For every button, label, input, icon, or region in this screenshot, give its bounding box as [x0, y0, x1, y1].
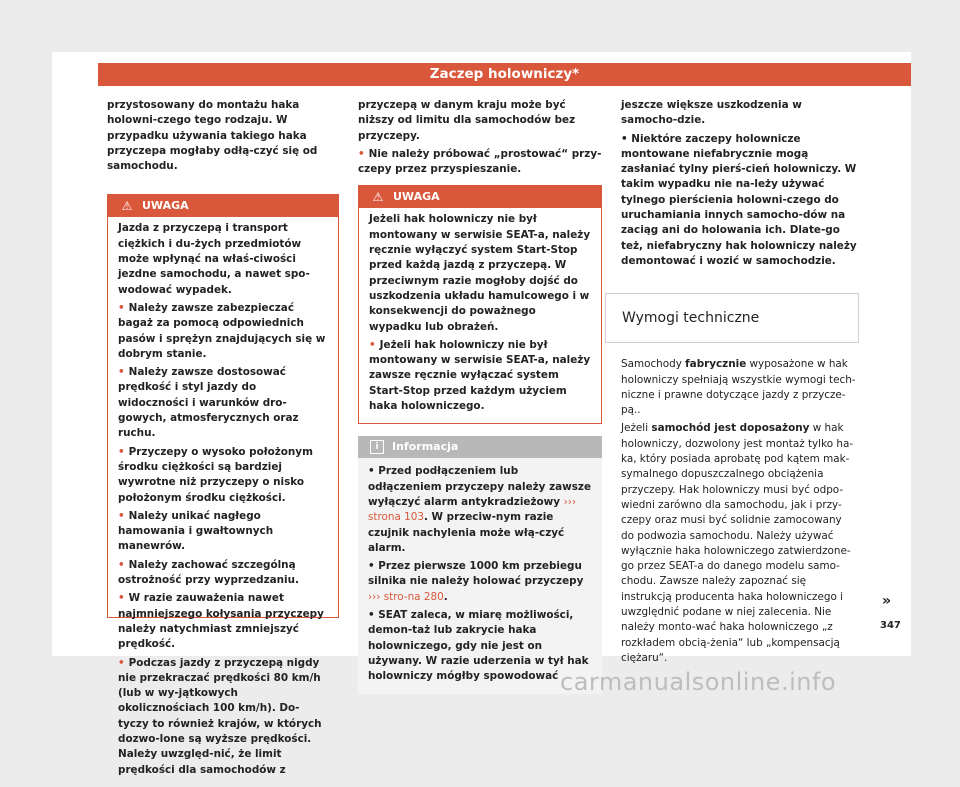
bullet-icon: •: [118, 445, 125, 458]
info-body: [358, 458, 602, 693]
list-item: • W razie zauważenia nawet najmniejszego kołysania przyczepy należy natychmiast zmniejszyć prędkość.: [118, 592, 324, 651]
bullet-icon: •: [118, 656, 125, 669]
list-item: • Podczas jazdy z przyczepą nigdy nie przekraczać prędkości 80 km/h (lub w wy-jątkowych okolicznościach 100 km/h). Do-tyczy to również krajów, w których dozwo-lone są wyższe prędkości. Należy uwzględ-nić, że limit prędkości dla samochodów z: [118, 656, 322, 776]
bullet-icon: •: [118, 558, 125, 571]
warning-triangle-icon: ⚠: [121, 199, 133, 214]
paragraph: Jeżeli samochód jest doposażony w hak holowniczy, dozwolony jest montaż tylko ha-ka, który posiada aprobatę pod kątem mak-symalnego dopuszczalnego obciążenia przyczepy. Hak holowniczy musi być odpo-wiedni zarówno dla samochodu, jak i przy-czepy oraz musi być solidnie zamocowany do podwozia samochodu. Należy używać wyłącznie haka holowniczego zatwierdzone-go przez SEAT-a do danego modelu samo-chodu. Zawsze należy zapoznać się instrukcją producenta haka holowniczego i uwzględnić podane w niej zalecenia. Nie należy monto-wać haka holowniczego „z rozkładem obcią-żenia“ lub „kompensacją ciężaru“.: [621, 422, 854, 664]
info-icon: i: [370, 440, 384, 454]
list-item: • Należy zawsze zabezpieczać bagaż za pomocą odpowiednich pasów i sprężyn znajdujących się w dobrym stanie.: [118, 301, 326, 360]
bullet-icon: •: [118, 366, 125, 379]
continue-arrow-icon: »: [882, 593, 892, 609]
paragraph: Samochody fabrycznie wyposażone w hak holowniczy spełniają wszystkie wymogi tech-niczne i prawne dotyczące jazdy z przycze-pą..: [621, 358, 856, 417]
bullet-icon: •: [369, 338, 376, 351]
warning-header-2: [359, 186, 601, 208]
list-item: • Przed podłączeniem lub odłączeniem przyczepy należy zawsze wyłączyć alarm antykradzieżowy ››› strona 103. W przeciw-nym razie czujnik nachylenia może włą-czyć alarm.: [368, 465, 592, 554]
list-item: • Jeżeli hak holowniczy nie był montowany w serwisie SEAT-a, należy zawsze ręcznie wyłączać system Start-Stop przed każdym użyciem haka holowniczego.: [369, 338, 591, 413]
column-1: [107, 98, 339, 776]
bullet-icon: •: [118, 509, 125, 522]
bullet-icon: •: [118, 301, 125, 314]
info-header: [358, 436, 602, 458]
bullet-icon: •: [118, 592, 125, 605]
warning-title-2: UWAGA: [393, 190, 440, 204]
watermark: carmanualsonline.info: [560, 668, 837, 696]
warning-body-1: [108, 217, 338, 786]
column-3: [621, 98, 857, 669]
list-item: • Należy zawsze dostosować prędkość i styl jazdy do widoczności i warunków dro-gowych, atmosferycznych oraz ruchu.: [118, 366, 299, 440]
list-item: • Przez pierwsze 1000 km przebiegu silnika nie należy holować przyczepy ››› stro-na 280.: [368, 560, 584, 603]
info-box: [358, 436, 602, 693]
page-link-280[interactable]: ››› stro-na 280: [368, 590, 444, 603]
col1-intro: przystosowany do montażu haka holowni-czego tego rodzaju. W przypadku używania takiego haka przyczepa mogłaby odłą-czyć się od samochodu.: [107, 99, 318, 173]
section-heading: Wymogi techniczne: [605, 293, 859, 343]
column-2: [358, 98, 602, 694]
warning-header-1: [108, 195, 338, 217]
warning-title-1: UWAGA: [142, 199, 189, 213]
list-item: • Należy unikać nagłego hamowania i gwałtownych manewrów.: [118, 509, 274, 553]
warning-lead-2: Jeżeli hak holowniczy nie był montowany w serwisie SEAT-a, należy ręcznie wyłączyć system Start-Stop przed każdą jazdą z przyczepą. W przeciwnym razie mogłoby dojść do uszkodzenia układu hamulcowego i w konsekwencji do poważnego wypadku lub obrażeń.: [369, 213, 591, 333]
warning-box-1: [107, 194, 339, 776]
warning-lead-1: Jazda z przyczepą i transport ciężkich i du-żych przedmiotów może wpłynąć na właś-ciwości jezdne samochodu, a nawet spo-wodować wypadek.: [118, 222, 310, 296]
page-title: Zaczep holowniczy*: [98, 63, 911, 86]
list-item: • Niektóre zaczepy holownicze montowane niefabrycznie mogą zasłaniać tylny pierś-cień holowniczy. W takim wypadku nie na-leży używać tylnego pierścienia holowni-czego do uruchamiania innych samocho-dów na zaciąg ani do holowania ich. Dlate-go też, niefabryczny hak holowniczy należy demontować i wozić w samochodzie.: [621, 132, 857, 267]
col3-intro: jeszcze większe uszkodzenia w samocho-dzie.: [621, 99, 802, 127]
warning-triangle-icon: ⚠: [372, 190, 384, 205]
page-number: 347: [880, 620, 901, 631]
page-link-103[interactable]: ››› strona 103: [368, 495, 577, 524]
col2-intro: przyczepą w danym kraju może być niższy od limitu dla samochodów bez przyczepy.: [358, 99, 576, 142]
warning-box-2: [358, 185, 602, 424]
info-title: Informacja: [392, 440, 459, 454]
list-item: • SEAT zaleca, w miarę możliwości, demon-taż lub zakrycie haka holowniczego, gdy nie jest on używany. W razie uderzenia w tył hak holowniczy mógłby spowodować: [368, 609, 589, 683]
list-item: • Nie należy próbować „prostować“ przy-czepy przez przyspieszanie.: [358, 147, 602, 176]
bullet-icon: •: [358, 147, 365, 160]
warning-body-2: [359, 208, 601, 423]
list-item: • Należy zachować szczególną ostrożność przy wyprzedzaniu.: [118, 558, 299, 587]
list-item: • Przyczepy o wysoko położonym środku ciężkości są bardziej wywrotne niż przyczepy o nisko położonym środku ciężkości.: [118, 445, 313, 504]
